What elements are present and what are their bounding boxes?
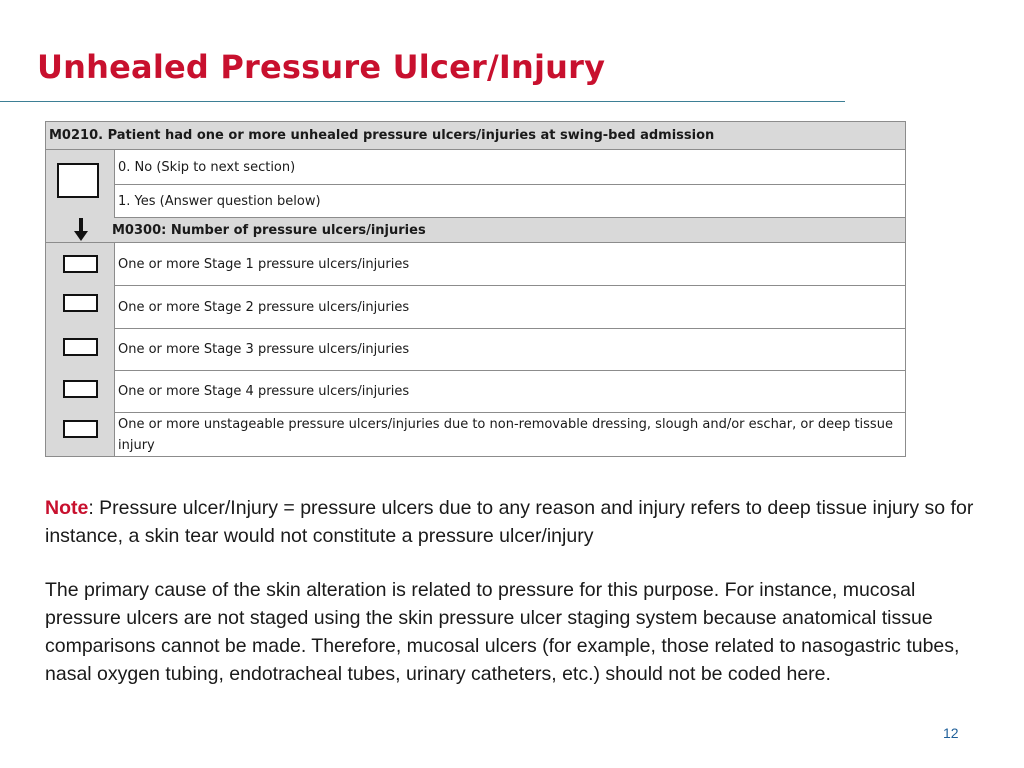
stage-4-count-box[interactable] (63, 380, 98, 398)
unstageable-count-box[interactable] (63, 420, 98, 438)
m0300-header: M0300: Number of pressure ulcers/injuries (46, 218, 905, 243)
mucosal-ulcer-paragraph: The primary cause of the skin alteration is related to pressure for this purpose. For instance, mucosal pressure ulcers are not staged using the skin pressure ulcer staging system because anatomical tissue comparisons cannot be made. Therefore, mucosal ulcers (for example, those related to nasogastric tubes, nasal oxygen tubing, endotracheal tubes, urinary catheters, etc.) should not be coded here. (45, 579, 960, 685)
stage-3-label: One or more Stage 3 pressure ulcers/injuries (115, 329, 905, 371)
stage-2-label: One or more Stage 2 pressure ulcers/injuries (115, 286, 905, 329)
stage-2-count-box[interactable] (63, 294, 98, 312)
slide-title: Unhealed Pressure Ulcer/Injury (37, 48, 606, 86)
title-divider (0, 101, 845, 102)
stage-3-count-box[interactable] (63, 338, 98, 356)
stage-1-label: One or more Stage 1 pressure ulcers/injuries (115, 243, 905, 286)
note-text: : Pressure ulcer/Injury = pressure ulcers due to any reason and injury refers to deep tissue injury so for instance, a skin tear would not constitute a pressure ulcer/injury (45, 497, 974, 547)
unstageable-label: One or more unstageable pressure ulcers/injuries due to non-removable dressing, slough and/or eschar, or deep tissue injury (115, 413, 905, 456)
m0210-option-yes: 1. Yes (Answer question below) (115, 185, 905, 218)
mds-form-section (45, 121, 906, 457)
m0210-answer-box[interactable] (57, 163, 99, 198)
note-label: Note (45, 497, 89, 519)
stage-4-label: One or more Stage 4 pressure ulcers/injuries (115, 371, 905, 413)
stage-1-count-box[interactable] (63, 255, 98, 273)
page-number: 12 (943, 725, 959, 741)
m0210-header: M0210. Patient had one or more unhealed pressure ulcers/injuries at swing-bed admission (46, 122, 905, 150)
note-paragraph (45, 494, 985, 550)
m0210-option-no: 0. No (Skip to next section) (115, 150, 905, 185)
arrow-down-icon (73, 218, 89, 242)
